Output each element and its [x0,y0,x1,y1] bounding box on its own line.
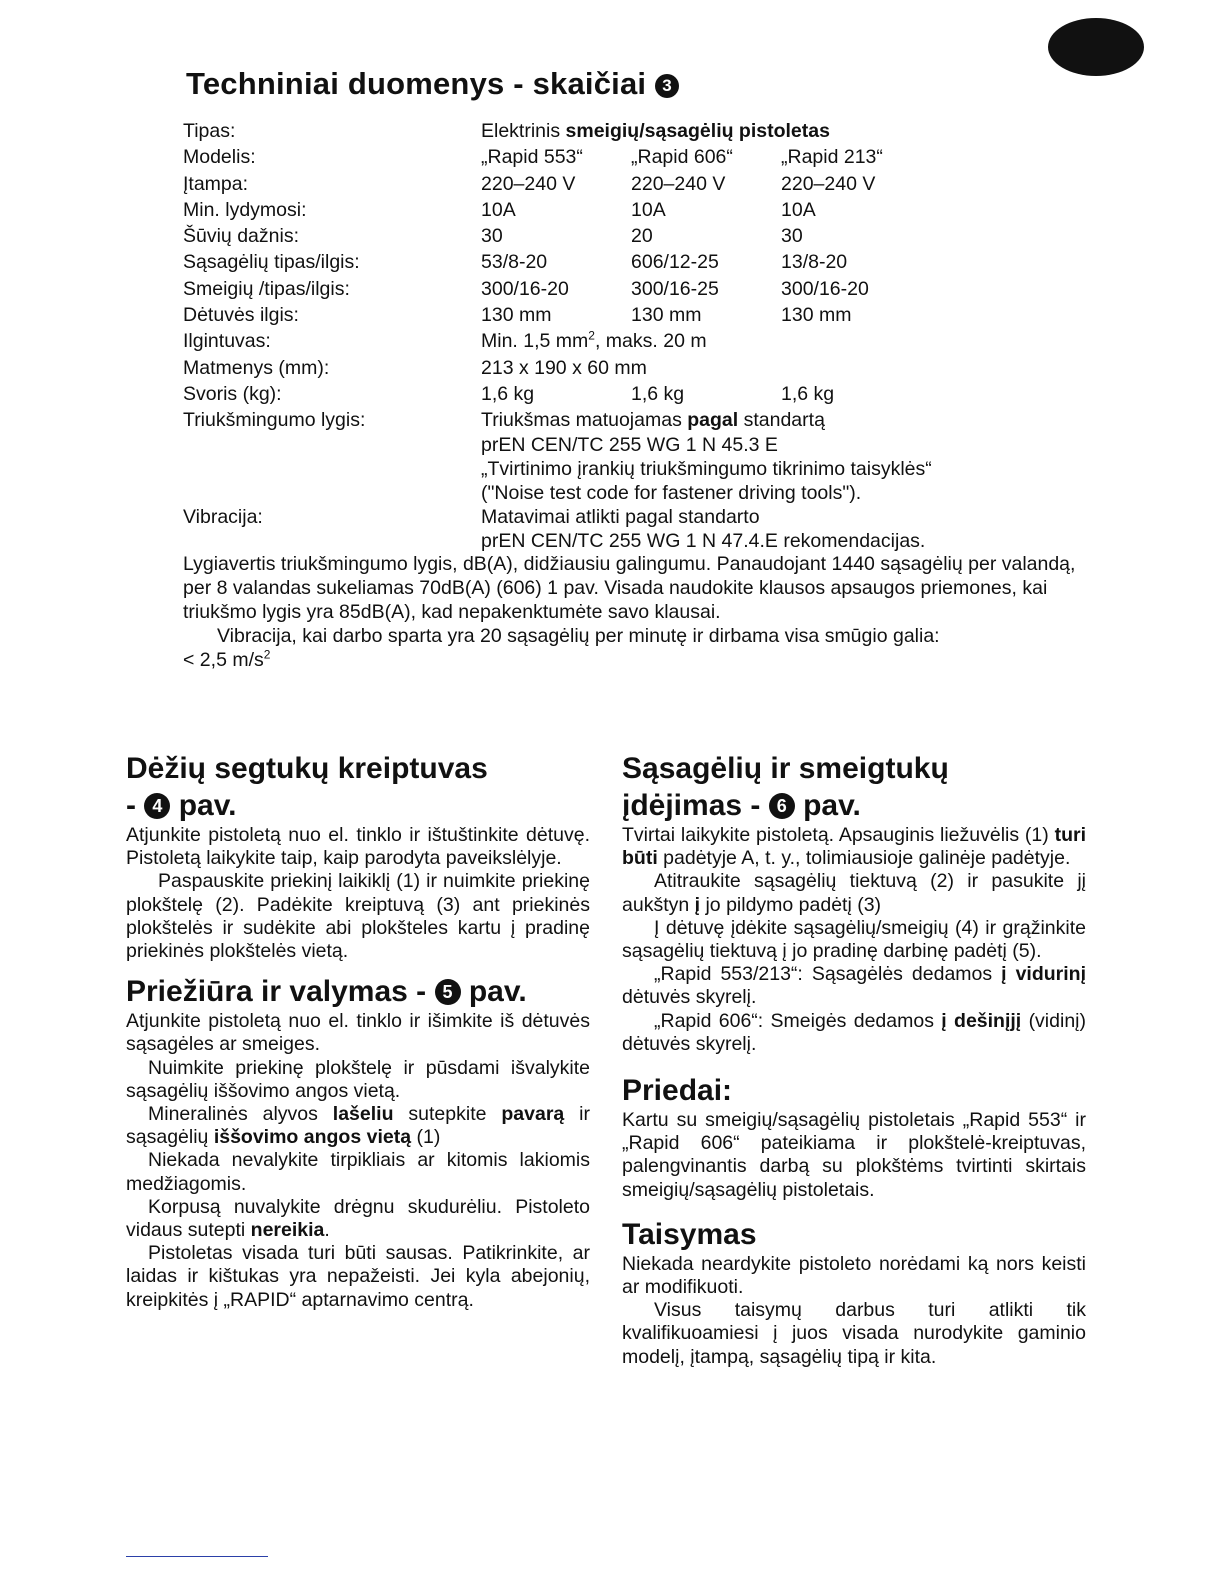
spec-value: 53/8-20 [481,251,548,274]
text-run: ir sąsagėlių [126,1103,590,1149]
left-column [126,750,590,1312]
text-run: Atitraukite sąsagėlių tiektuvą (2) ir pasukite jį aukštyn [622,870,1086,916]
noise-line: prEN CEN/TC 255 WG 1 N 45.3 E [481,434,778,457]
loading-paragraph [622,1010,1086,1056]
bold-run: į dešinįjį [941,1009,1022,1032]
spec-row-type [183,118,1083,144]
spec-value: 300/16-20 [481,277,569,300]
spec-value: 20 [631,225,653,248]
text-run: padėtyje A, t. y., tolimiausioje galinėje padėtyje. [663,847,1071,870]
spec-value: 1,6 kg [781,382,835,405]
spec-value: 10A [481,198,516,221]
figure-marker-icon: 6 [769,793,795,819]
spec-row-rate [183,223,1083,249]
vibration-value-text: < 2,5 m/s [183,649,264,671]
spec-row-model [183,144,1083,170]
repair-paragraph: Visus taisymų darbus turi atlikti tik kvalifikuoamiesi į juos visada nurodykite gaminio modelį, įtampą, sąsagėlių tipą ir kita. [622,1299,1086,1368]
footnote-rule [126,1556,268,1557]
loading-paragraph [622,870,1086,916]
noise-line: „Tvirtinimo įrankių triukšmingumo tikrinimo taisyklės“ [481,458,932,481]
noise-line: ("Noise test code for fastener driving tools"). [481,482,862,505]
spec-label: Ilgintuvas: [183,330,271,353]
figure-marker-icon: 3 [655,74,679,98]
spec-row-magazine [183,302,1083,328]
vibration-summary: Vibracija, kai darbo sparta yra 20 sąsagėlių per minutę ir dirbama visa smūgio galia: [217,625,940,647]
loading-heading-text: Sąsagėlių ir smeigtukų [622,752,949,785]
spec-row-vibration [183,505,1083,553]
figure-marker-icon: 4 [144,793,170,819]
guide-paragraph: Atjunkite pistoletą nuo el. tinklo ir ištuštinkite dėtuvę. Pistoletą laikykite taip, kaip parodyta paveikslėlyje. [126,824,590,870]
repair-heading: Taisymas [622,1217,757,1251]
spec-value: 220–240 V [481,172,576,195]
spec-row-voltage [183,171,1083,197]
text-run: „Rapid 553/213“: Sąsagėlės dedamos [654,963,993,986]
spec-label: Tipas: [183,120,236,142]
spacer [126,963,590,973]
spacer [622,1056,1086,1072]
maintenance-paragraph [126,1196,590,1242]
maintenance-paragraph: Pistoletas visada turi būti sausas. Patikrinkite, ar laidas ir kištukas yra nepažeisti. Jei kyla abejonių, kreipkitės į „RAPID“ aptarnavimo centrą. [126,1242,590,1311]
maintenance-paragraph: Nuimkite priekinę plokštelę ir pūsdami išvalykite sąsagėlių iššovimo angos vietą. [126,1056,590,1102]
spec-value: 10A [631,198,666,221]
spec-value: 300/16-25 [631,277,719,300]
spec-label: Matmenys (mm): [183,356,330,379]
spec-value-part: Min. 1,5 mm [481,330,589,353]
page-tab-marker [1048,18,1144,76]
spec-value: 606/12-25 [631,251,719,274]
bold-run: iššovimo angos vietą [213,1126,412,1149]
text-run: sutepkite [408,1103,487,1126]
spec-value: 1,6 kg [631,382,685,405]
spec-row-nail-type [183,276,1083,302]
bold-run: į [694,893,701,916]
spec-value: 213 x 190 x 60 mm [481,356,647,379]
repair-paragraph: Niekada neardykite pistoleto norėdami ką nors keisti ar modifikuoti. [622,1252,1086,1299]
accessories-paragraph: Kartu su smeigių/sąsagėlių pistoletais „Rapid 553“ ir „Rapid 606“ pateikiama ir plokštelė-kreiptuvas, palengvinantis darbą su plokštėms tvirtinti skirtais smeigių/sąsagėlių pistoletais. [622,1109,1086,1201]
maintenance-heading-suffix: pav. [468,975,527,1009]
text-run: „Rapid 606“: Smeigės dedamos [654,1009,934,1032]
vibration-line: Matavimai atlikti pagal standarto [481,506,760,529]
spec-label: Triukšmingumo lygis: [183,409,366,432]
bold-run: į vidurinį [1001,963,1086,986]
noise-bold: pagal [687,409,739,432]
loading-heading-text: įdėjimas - [622,789,761,822]
spec-value: „Rapid 606“ [631,146,733,169]
text-run: Tvirtai laikykite pistoletą. Apsauginis liežuvėlis (1) [622,824,1049,846]
spec-label: Dėtuvės ilgis: [183,304,299,327]
spec-row-dimensions [183,355,1083,381]
spec-label: Šūvių dažnis: [183,225,299,248]
maintenance-heading [126,973,590,1010]
spec-value: 130 mm [481,304,552,327]
maintenance-paragraph [126,1103,590,1149]
loading-heading-suffix: pav. [803,789,861,822]
bold-run: lašeliu [332,1103,394,1126]
vibration-value [183,648,1083,672]
superscript: 2 [588,328,595,343]
guide-heading-text: Dėžių segtukų kreiptuvas [126,752,488,785]
spec-value [481,118,1083,144]
text-run: Korpusą nuvalykite drėgnu skudurėliu. Pistoleto vidaus sutepti [126,1195,590,1242]
spec-label: Įtampa: [183,172,249,195]
spec-label: Svoris (kg): [183,382,282,405]
text-run: . [324,1219,330,1242]
spec-label: Min. lydymosi: [183,198,307,221]
spec-value: 130 mm [781,304,852,327]
spec-value: 300/16-20 [781,277,869,300]
guide-heading [126,750,590,824]
bold-run: nereikia [250,1219,325,1242]
spec-value: 1,6 kg [481,382,535,405]
noise-text: standartą [743,409,825,432]
bold-run: turi būti [622,824,1087,870]
loading-paragraph [622,963,1086,1009]
text-run: (1) [416,1126,441,1149]
maintenance-heading-text: Priežiūra ir valymas - [126,975,427,1009]
loading-paragraph: Į dėtuvę įdėkite sąsagėlių/smeigių (4) ir grąžinkite sąsagėlių tiektuvą į jo pradinę darbinę padėtį (5). [622,916,1086,963]
text-run: Mineralinės alyvos [148,1103,318,1126]
spec-value: 30 [781,225,803,248]
noise-summary: Lygiavertis triukšmingumo lygis, dB(A), didžiausiu galingumu. Panaudojant 1440 sąsagėlių per valandą, per 8 valandas sukeliamas 70dB(A) (606) 1 pav. Visada naudokite klausos apsaugos priemones, kai triukšmo lygis yra 85dB(A), kad nepakenktumėte savo klausai. [183,553,1076,623]
maintenance-paragraph: Niekada nevalykite tirpikliais ar kitomis lakiomis medžiagomis. [126,1149,590,1195]
guide-heading-dash: - [126,789,136,822]
vibration-line: prEN CEN/TC 255 WG 1 N 47.4.E rekomendacijas. [481,530,926,553]
text-run: dėtuvės skyrelį. [622,986,757,1009]
noise-text: Triukšmas matuojamas [481,409,682,432]
spec-label: Vibracija: [183,506,263,529]
spec-value-bold: smeigių/sąsagėlių pistoletas [565,120,830,142]
spec-value [481,505,1083,553]
guide-paragraph: Paspauskite priekinį laikiklį (1) ir nuimkite priekinę plokštelę (2). Padėkite kreiptuvą (3) ant priekinės plokštelės ir sudėkite abi plokšteles kartu į pradinę priekinės plokštelės vietą. [126,870,590,963]
text-run: (vidinį) dėtuvės skyrelį. [622,1009,1086,1055]
spec-row-staple-type [183,249,1083,275]
spec-value [481,328,1083,354]
accessories-heading: Priedai: [622,1074,733,1108]
superscript: 2 [263,647,271,662]
spec-value [481,407,1083,505]
spec-row-noise [183,407,1083,505]
spec-value: 13/8-20 [781,251,848,274]
page-title-text: Techniniai duomenys - skaičiai [186,66,647,101]
loading-heading [622,750,1086,824]
spec-value: „Rapid 213“ [781,146,883,169]
page-title [186,66,679,102]
spec-label: Modelis: [183,146,256,169]
text-run: jo pildymo padėtį (3) [705,893,882,916]
spec-value: 220–240 V [781,172,876,195]
spec-value-part: , maks. 20 m [594,330,707,353]
maintenance-paragraph: Atjunkite pistoletą nuo el. tinklo ir išimkite iš dėtuvės sąsagėles ar smeiges. [126,1010,590,1056]
spec-value: 130 mm [631,304,702,327]
spec-row-fuse [183,197,1083,223]
guide-heading-suffix: pav. [178,789,237,822]
figure-marker-icon: 5 [435,979,461,1005]
spec-value: 220–240 V [631,172,726,195]
spec-label: Sąsagėlių tipas/ilgis: [183,251,360,274]
spacer [622,1202,1086,1216]
noise-line [481,407,1083,433]
spec-value-plain: Elektrinis [481,120,561,142]
spec-table [183,118,1083,553]
loading-paragraph [622,824,1086,870]
spec-value: 10A [781,198,816,221]
spec-value: 30 [481,225,503,248]
bold-run: pavarą [501,1103,565,1126]
right-column [622,750,1086,1369]
spec-value: „Rapid 553“ [481,146,583,169]
spec-row-extension [183,328,1083,354]
spec-row-weight [183,381,1083,407]
spec-label: Smeigių /tipas/ilgis: [183,277,350,300]
